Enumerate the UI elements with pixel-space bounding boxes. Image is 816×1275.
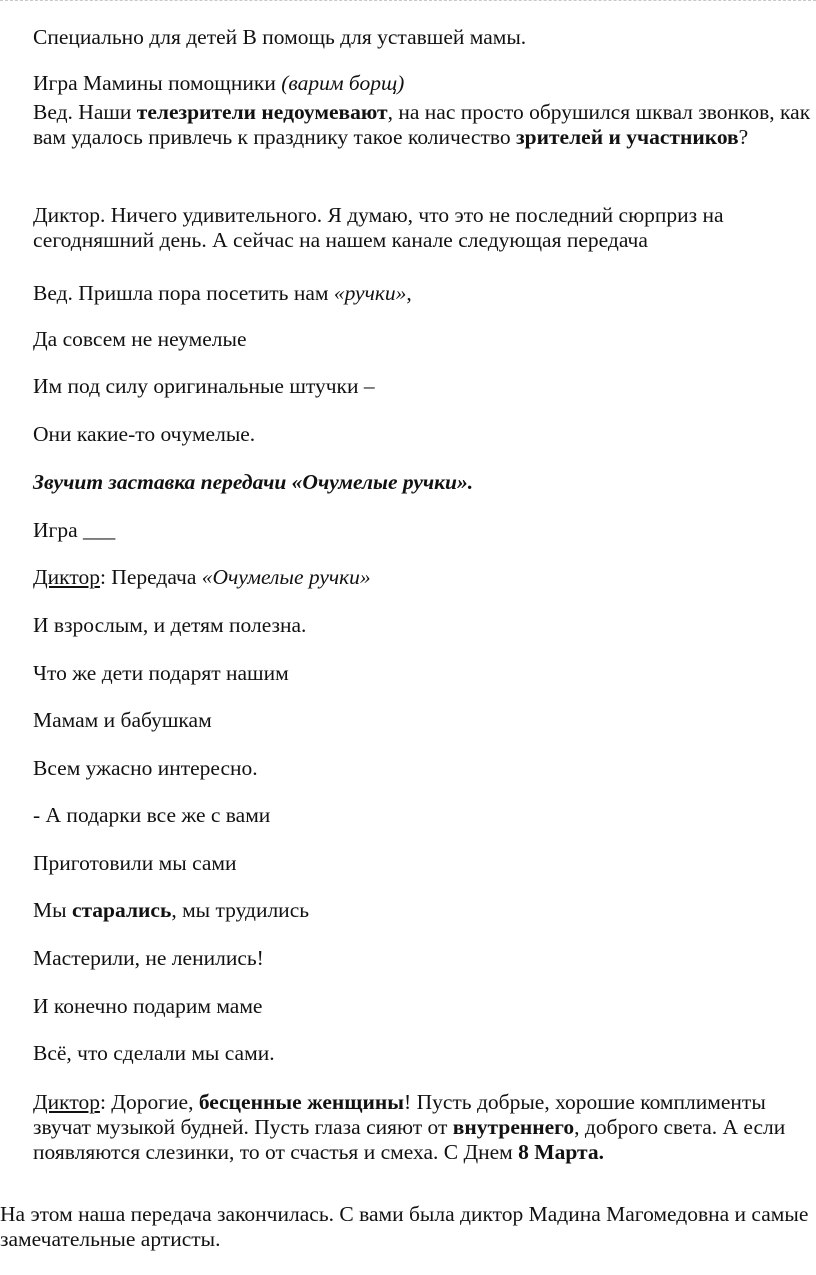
text-poem-10c: , мы трудились: [171, 898, 310, 922]
paragraph-announcer-1: [0, 203, 812, 253]
poem-line-1: [0, 327, 812, 352]
text-game-blank: Игра ___: [33, 518, 116, 542]
text-announcer-3g: 8 Марта.: [518, 1140, 604, 1164]
text-poem-7: Всем ужасно интересно.: [33, 756, 258, 780]
poem-line-12: [0, 994, 812, 1019]
paragraph-game-blank: [0, 518, 812, 543]
text-game-title: Игра Мамины помощники: [33, 71, 282, 95]
text-poem-10b: старались: [71, 898, 172, 922]
poem-line-3: [0, 422, 812, 447]
poem-line-13: [0, 1041, 812, 1066]
paragraph-announcer-3: [0, 1090, 812, 1165]
text-host-1a: Вед. Наши: [33, 100, 137, 124]
text-poem-4: И взрослым, и детям полезна.: [33, 613, 307, 637]
poem-line-8: [0, 803, 812, 828]
text-poem-13: Всё, что сделали мы сами.: [33, 1041, 275, 1065]
text-announcer-3b: : Дорогие,: [99, 1090, 199, 1114]
text-closing: На этом наша передача закончилась. С вами была диктор Мадина Магомедовна и самые замечательные артисты.: [0, 1202, 809, 1251]
poem-line-6: [0, 708, 812, 733]
paragraph-stage-direction: [0, 470, 812, 495]
text-host-1c: , на нас просто обрушился шквал звонков, как вам удалось привлечь к празднику такое количество: [33, 100, 811, 149]
text-poem-9: Приготовили мы сами: [33, 851, 237, 875]
text-poem-2: Им под силу оригинальные штучки –: [33, 374, 375, 398]
text-announcer-3f: , доброго света. А если появляются слезинки, то от счастья и смеха. С Днем: [33, 1115, 786, 1164]
text-poem-6: Мамам и бабушкам: [33, 708, 212, 732]
text-poem-5: Что же дети подарят нашим: [33, 661, 289, 685]
text-poem-10a: Мы: [33, 898, 72, 922]
text-host-2c: ,: [406, 281, 412, 305]
paragraph-closing: [0, 1202, 812, 1252]
text-poem-3: Они какие-то очумелые.: [33, 422, 256, 446]
poem-line-11: [0, 946, 812, 971]
text-poem-1: Да совсем не неумелые: [33, 327, 247, 351]
text-announcer-3e: внутреннего: [452, 1115, 575, 1139]
paragraph-host-2: [0, 281, 812, 306]
page-top-border: [0, 0, 816, 1]
paragraph-host-1: [0, 100, 812, 150]
poem-line-2: [0, 374, 812, 399]
poem-line-5: [0, 661, 812, 686]
text-announcer-2c: «Очумелые ручки»: [201, 565, 371, 589]
text-announcer-3d: ! Пусть добрые, хорошие комплименты звучат музыкой будней. Пусть глаза сияют от: [33, 1090, 766, 1139]
text-announcer-1: Диктор. Ничего удивительного. Я думаю, что это не последний сюрприз на сегодняшний день. А сейчас на нашем канале следующая передача: [33, 203, 724, 252]
text-announcer-3-label: Диктор: [33, 1090, 100, 1114]
text-poem-8: - А подарки все же с вами: [33, 803, 271, 827]
text-game-subtitle: (варим борщ): [281, 71, 405, 95]
poem-line-10: [0, 898, 812, 923]
poem-line-7: [0, 756, 812, 781]
text-intro: Специально для детей В помощь для уставшей мамы.: [33, 25, 527, 49]
poem-line-4: [0, 613, 812, 638]
paragraph-announcer-2: [0, 565, 812, 590]
text-announcer-label: Диктор: [33, 565, 100, 589]
text-stage-direction: Звучит заставка передачи «Очумелые ручки».: [33, 470, 474, 494]
text-host-1e: ?: [738, 125, 749, 149]
text-poem-12: И конечно подарим маме: [33, 994, 263, 1018]
text-host-2b: «ручки»: [333, 281, 407, 305]
text-announcer-3c: бесценные женщины: [198, 1090, 405, 1114]
text-host-1b: телезрители недоумевают: [136, 100, 388, 124]
poem-line-9: [0, 851, 812, 876]
text-poem-11: Мастерили, не ленились!: [33, 946, 264, 970]
text-announcer-2b: : Передача: [99, 565, 202, 589]
paragraph-game-title: [0, 71, 812, 96]
text-host-2a: Вед. Пришла пора посетить нам: [33, 281, 334, 305]
paragraph-intro: [0, 25, 812, 50]
text-host-1d: зрителей и участников: [516, 125, 739, 149]
